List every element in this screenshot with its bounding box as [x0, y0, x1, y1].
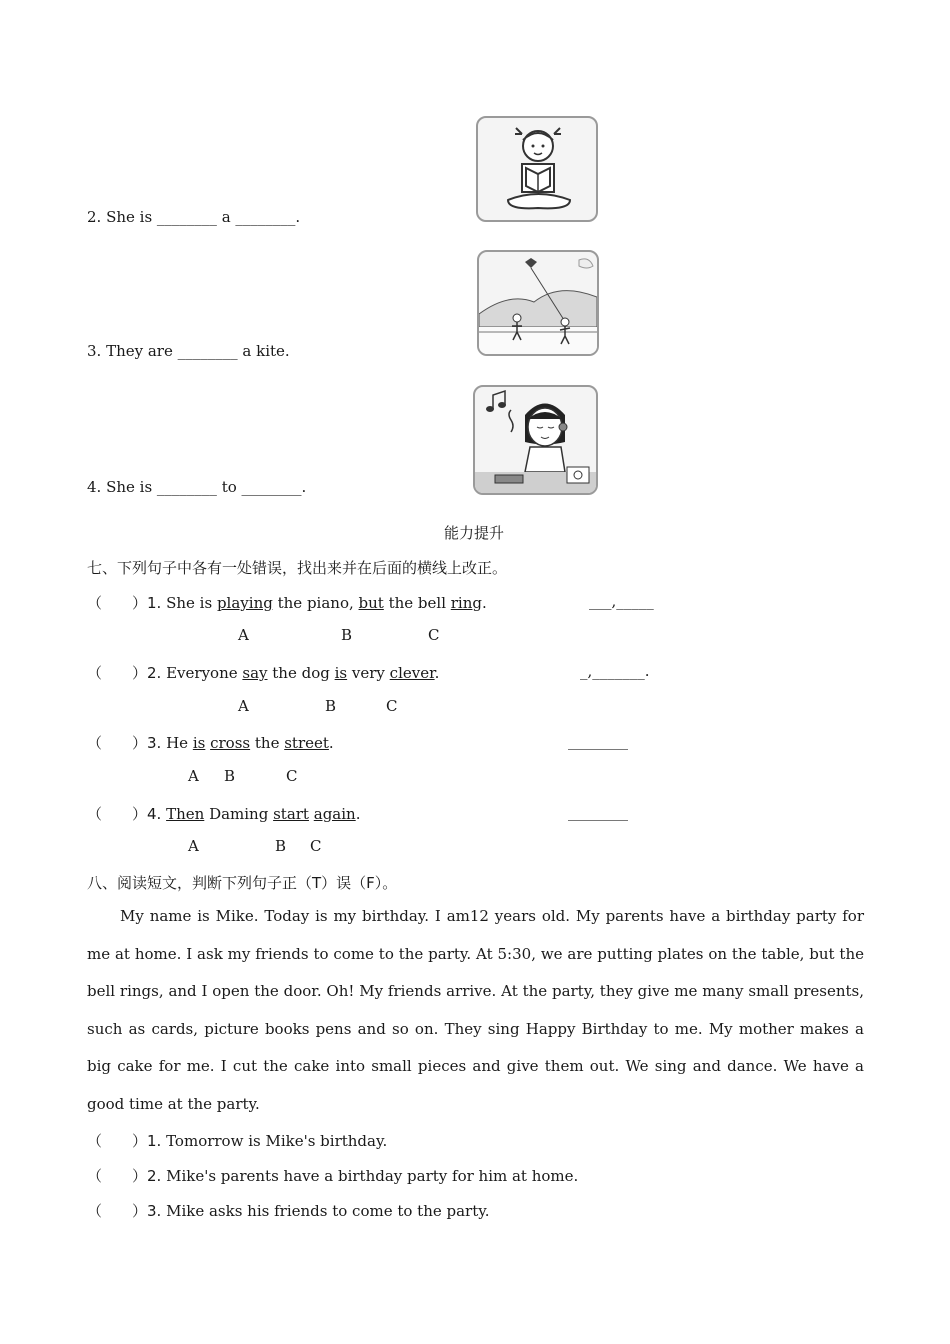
letter-a: A — [188, 837, 199, 855]
question-3: 3. They are ________ a kite. — [87, 342, 290, 360]
answer-paren: （ ）3. — [87, 734, 162, 752]
option-a: say — [242, 664, 268, 682]
error-item-3 — [87, 732, 334, 753]
item-text: . — [328, 734, 334, 752]
item-text: the piano, — [272, 594, 359, 612]
option-b: but — [358, 594, 384, 612]
option-b: is — [334, 664, 348, 682]
question-text: Mike's parents have a birthday party for him at home. — [166, 1167, 579, 1185]
item-text: . — [355, 805, 361, 823]
letter-a: A — [188, 767, 199, 785]
answer-paren: （ ）4. — [87, 805, 162, 823]
kite-scene-illustration — [479, 252, 597, 354]
letter-a: A — [238, 626, 249, 644]
item-text: . — [482, 594, 487, 612]
tf-question-2 — [87, 1165, 578, 1186]
passage-text: My name is Mike. Today is my birthday. I am12 years old. My parents have a birthday party for me at home. I ask my friends to come to the party. At 5:30, we are putting plates on the table, but the bell rings, and I open the door. Oh! My friends arrive. At the party, they give me many small presents, such as cards, picture books pens and so on. They sing Happy Birthday to me. My mother makes a big cake for me. I cut the cake into small pieces and give them out. We sing and dance. We have a good time at the party. — [87, 907, 864, 1113]
answer-paren: （ ）1. — [87, 594, 162, 612]
item-text: Daming — [204, 805, 274, 823]
letter-c: C — [428, 626, 440, 644]
item-text: very — [347, 664, 390, 682]
option-c: ring — [450, 594, 482, 612]
letter-a: A — [238, 697, 249, 715]
option-c: clever — [389, 664, 435, 682]
option-b: cross — [210, 734, 251, 752]
correction-line-3[interactable]: ________ — [568, 732, 628, 750]
correction-line-1[interactable]: ___,_____ — [589, 592, 654, 610]
answer-paren[interactable]: （ ）3. — [87, 1202, 162, 1220]
answer-paren[interactable]: （ ）2. — [87, 1167, 162, 1185]
item-text: the — [250, 734, 285, 752]
letter-b: B — [325, 697, 337, 715]
item-text: the dog — [267, 664, 335, 682]
item-text: . — [434, 664, 440, 682]
correction-line-2[interactable]: _,_______. — [580, 662, 650, 680]
letter-c: C — [386, 697, 398, 715]
error-item-1 — [87, 592, 487, 613]
option-a: Then — [166, 805, 205, 823]
tf-question-3 — [87, 1200, 490, 1221]
section8-title: 八、阅读短文，判断下列句子正（T）误（F）。 — [87, 874, 398, 892]
letter-c: C — [286, 767, 298, 785]
option-a: is — [192, 734, 206, 752]
letter-c: C — [310, 837, 322, 855]
option-c: street — [284, 734, 329, 752]
music-listening-illustration — [475, 387, 596, 493]
option-b: start — [273, 805, 309, 823]
letter-b: B — [275, 837, 287, 855]
correction-line-4[interactable]: ________ — [568, 803, 628, 821]
reading-passage — [87, 898, 864, 1123]
letter-b: B — [224, 767, 236, 785]
question-text: Mike asks his friends to come to the party. — [166, 1202, 490, 1220]
picture-girl-reading — [476, 116, 598, 222]
option-a: playing — [216, 594, 273, 612]
item-text: He — [166, 734, 193, 752]
picture-flying-kite — [477, 250, 599, 356]
error-item-2 — [87, 662, 439, 683]
item-text: the bell — [383, 594, 451, 612]
question-4: 4. She is ________ to ________. — [87, 478, 307, 496]
section-heading: 能力提升 — [444, 524, 505, 542]
item-text: She is — [166, 594, 217, 612]
answer-paren: （ ）2. — [87, 664, 162, 682]
letter-b: B — [341, 626, 353, 644]
section7-title: 七、下列句子中各有一处错误，找出来并在后面的横线上改正。 — [87, 559, 508, 577]
item-text: Everyone — [166, 664, 243, 682]
picture-listening-music — [473, 385, 598, 495]
question-2: 2. She is ________ a ________. — [87, 208, 301, 226]
question-text: Tomorrow is Mike's birthday. — [166, 1132, 388, 1150]
answer-paren[interactable]: （ ）1. — [87, 1132, 162, 1150]
option-c: again — [313, 805, 356, 823]
error-item-4 — [87, 803, 360, 824]
girl-reading-illustration — [478, 118, 596, 220]
tf-question-1 — [87, 1130, 387, 1151]
